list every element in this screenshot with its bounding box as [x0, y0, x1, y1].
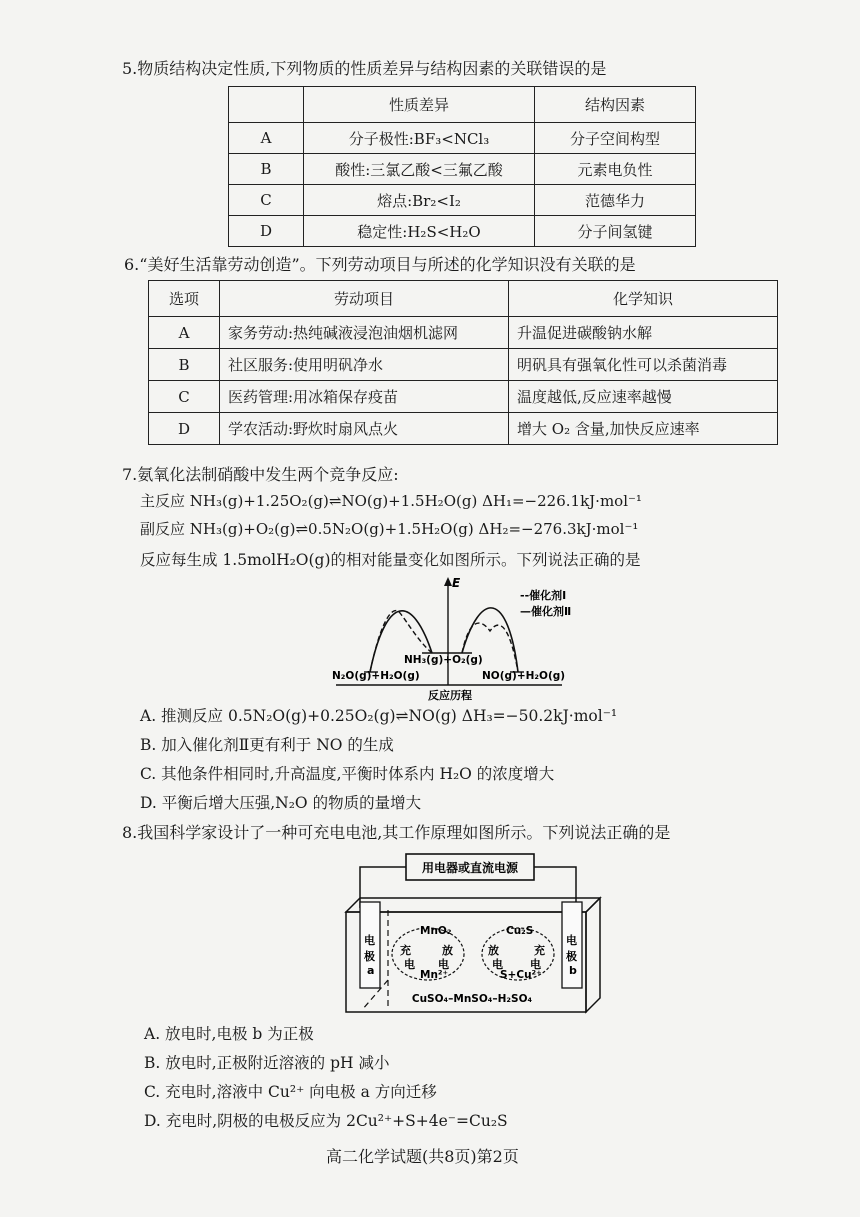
q6-table — [148, 280, 778, 445]
left-charge-2: 电 — [404, 958, 415, 971]
left-discharge-1: 放 — [442, 944, 453, 957]
right-charge-1: 充 — [534, 944, 545, 957]
electrode-b-char-1: 电 — [566, 934, 577, 947]
q5-cell: B — [229, 154, 304, 185]
q5-header-1: 性质差异 — [304, 87, 535, 123]
container-side — [586, 898, 600, 1012]
q7-main-reaction: 主反应 NH₃(g)+1.25O₂(g)⇌NO(g)+1.5H₂O(g) ΔH₁=−226.1kJ·mol⁻¹ — [140, 492, 642, 510]
q6-cell: D — [149, 413, 220, 445]
q6-header-2: 化学知识 — [509, 281, 778, 317]
page-footer: 高二化学试题(共8页)第2页 — [326, 1147, 519, 1166]
q5-cell: 分子间氢键 — [535, 216, 696, 247]
q5-stem: 5.物质结构决定性质,下列物质的性质差异与结构因素的关联错误的是 — [122, 59, 607, 78]
q6-cell: 学农活动:野炊时扇风点火 — [220, 413, 509, 445]
q8-stem: 8.我国科学家设计了一种可充电电池,其工作原理如图所示。下列说法正确的是 — [122, 823, 671, 842]
x-axis-label: 反应历程 — [428, 689, 472, 702]
q7-option-b: B. 加入催化剂Ⅱ更有利于 NO 的生成 — [140, 736, 394, 754]
electrolyte-label: CuSO₄–MnSO₄–H₂SO₄ — [411, 993, 533, 1005]
right-discharge-2: 电 — [492, 958, 503, 971]
right-charge-2: 电 — [530, 958, 541, 971]
electrode-a-char-3: a — [367, 964, 375, 977]
q5-cell: A — [229, 123, 304, 154]
q6-cell: C — [149, 381, 220, 413]
legend-catalyst-1: --催化剂Ⅰ — [520, 589, 567, 602]
q6-cell: 医药管理:用冰箱保存疫苗 — [220, 381, 509, 413]
right-top-species: Cu₂S — [506, 925, 534, 937]
device-label: 用电器或直流电源 — [421, 861, 519, 875]
right-product-label: NO(g)+H₂O(g) — [482, 670, 566, 682]
q5-header-2: 结构因素 — [535, 87, 696, 123]
q8-option-d: D. 充电时,阴极的电极反应为 2Cu²⁺+S+4e⁻=Cu₂S — [144, 1112, 508, 1130]
left-product-label: N₂O(g)+H₂O(g) — [332, 670, 420, 682]
left-discharge-2: 电 — [438, 958, 449, 971]
energy-diagram — [330, 575, 630, 703]
electrode-b-char-2: 极 — [566, 950, 577, 963]
q5-cell: 分子极性:BF₃<NCl₃ — [304, 123, 535, 154]
reactant-label: NH₃(g)+O₂(g) — [404, 654, 483, 666]
q6-cell: 升温促进碳酸钠水解 — [509, 317, 778, 349]
q5-cell: D — [229, 216, 304, 247]
left-top-species: MnO₂ — [420, 925, 452, 937]
q6-header-0: 选项 — [149, 281, 220, 317]
y-axis-label: E — [452, 576, 461, 590]
q7-option-d: D. 平衡后增大压强,N₂O 的物质的量增大 — [140, 794, 422, 812]
q5-cell: C — [229, 185, 304, 216]
q6-cell: 社区服务:使用明矾净水 — [220, 349, 509, 381]
q8-option-c: C. 充电时,溶液中 Cu²⁺ 向电极 a 方向迁移 — [144, 1083, 437, 1101]
q7-option-c: C. 其他条件相同时,升高温度,平衡时体系内 H₂O 的浓度增大 — [140, 765, 555, 783]
q5-cell: 熔点:Br₂<I₂ — [304, 185, 535, 216]
q6-cell: 明矾具有强氧化性可以杀菌消毒 — [509, 349, 778, 381]
q7-side-reaction: 副反应 NH₃(g)+O₂(g)⇌0.5N₂O(g)+1.5H₂O(g) ΔH₂=−276.3kJ·mol⁻¹ — [140, 520, 639, 538]
y-axis-arrow — [444, 577, 452, 586]
q5-cell: 稳定性:H₂S<H₂O — [304, 216, 535, 247]
q5-cell: 分子空间构型 — [535, 123, 696, 154]
q5-cell: 元素电负性 — [535, 154, 696, 185]
q5-header-0 — [229, 87, 304, 123]
q5-table — [228, 86, 696, 247]
right-discharge-1: 放 — [488, 944, 499, 957]
q8-option-b: B. 放电时,正极附近溶液的 pH 减小 — [144, 1054, 390, 1072]
electrode-a-char-2: 极 — [364, 950, 375, 963]
electrode-a-char-1: 电 — [364, 934, 375, 947]
q6-cell: 增大 O₂ 含量,加快反应速率 — [509, 413, 778, 445]
q6-stem: 6.“美好生活靠劳动创造”。下列劳动项目与所述的化学知识没有关联的是 — [124, 255, 636, 274]
q6-cell: A — [149, 317, 220, 349]
legend-catalyst-2: —催化剂Ⅱ — [520, 605, 572, 618]
q7-stem: 7.氨氧化法制硝酸中发生两个竞争反应: — [122, 465, 399, 484]
q6-header-1: 劳动项目 — [220, 281, 509, 317]
q5-cell: 范德华力 — [535, 185, 696, 216]
q7-option-a: A. 推测反应 0.5N₂O(g)+0.25O₂(g)⇌NO(g) ΔH₃=−50.2kJ·mol⁻¹ — [140, 707, 618, 725]
q8-option-a: A. 放电时,电极 b 为正极 — [144, 1025, 314, 1043]
q7-intro: 反应每生成 1.5molH₂O(g)的相对能量变化如图所示。下列说法正确的是 — [140, 551, 641, 569]
left-charge-1: 充 — [400, 944, 411, 957]
q6-cell: 温度越低,反应速率越慢 — [509, 381, 778, 413]
q6-cell: 家务劳动:热纯碱液浸泡油烟机滤网 — [220, 317, 509, 349]
right-bottom-species: S+Cu²⁺ — [500, 969, 542, 981]
q5-cell: 酸性:三氯乙酸<三氟乙酸 — [304, 154, 535, 185]
battery-diagram — [340, 850, 610, 1020]
q6-cell: B — [149, 349, 220, 381]
electrode-b-char-3: b — [569, 964, 577, 977]
left-bottom-species: Mn²⁺ — [420, 969, 449, 981]
